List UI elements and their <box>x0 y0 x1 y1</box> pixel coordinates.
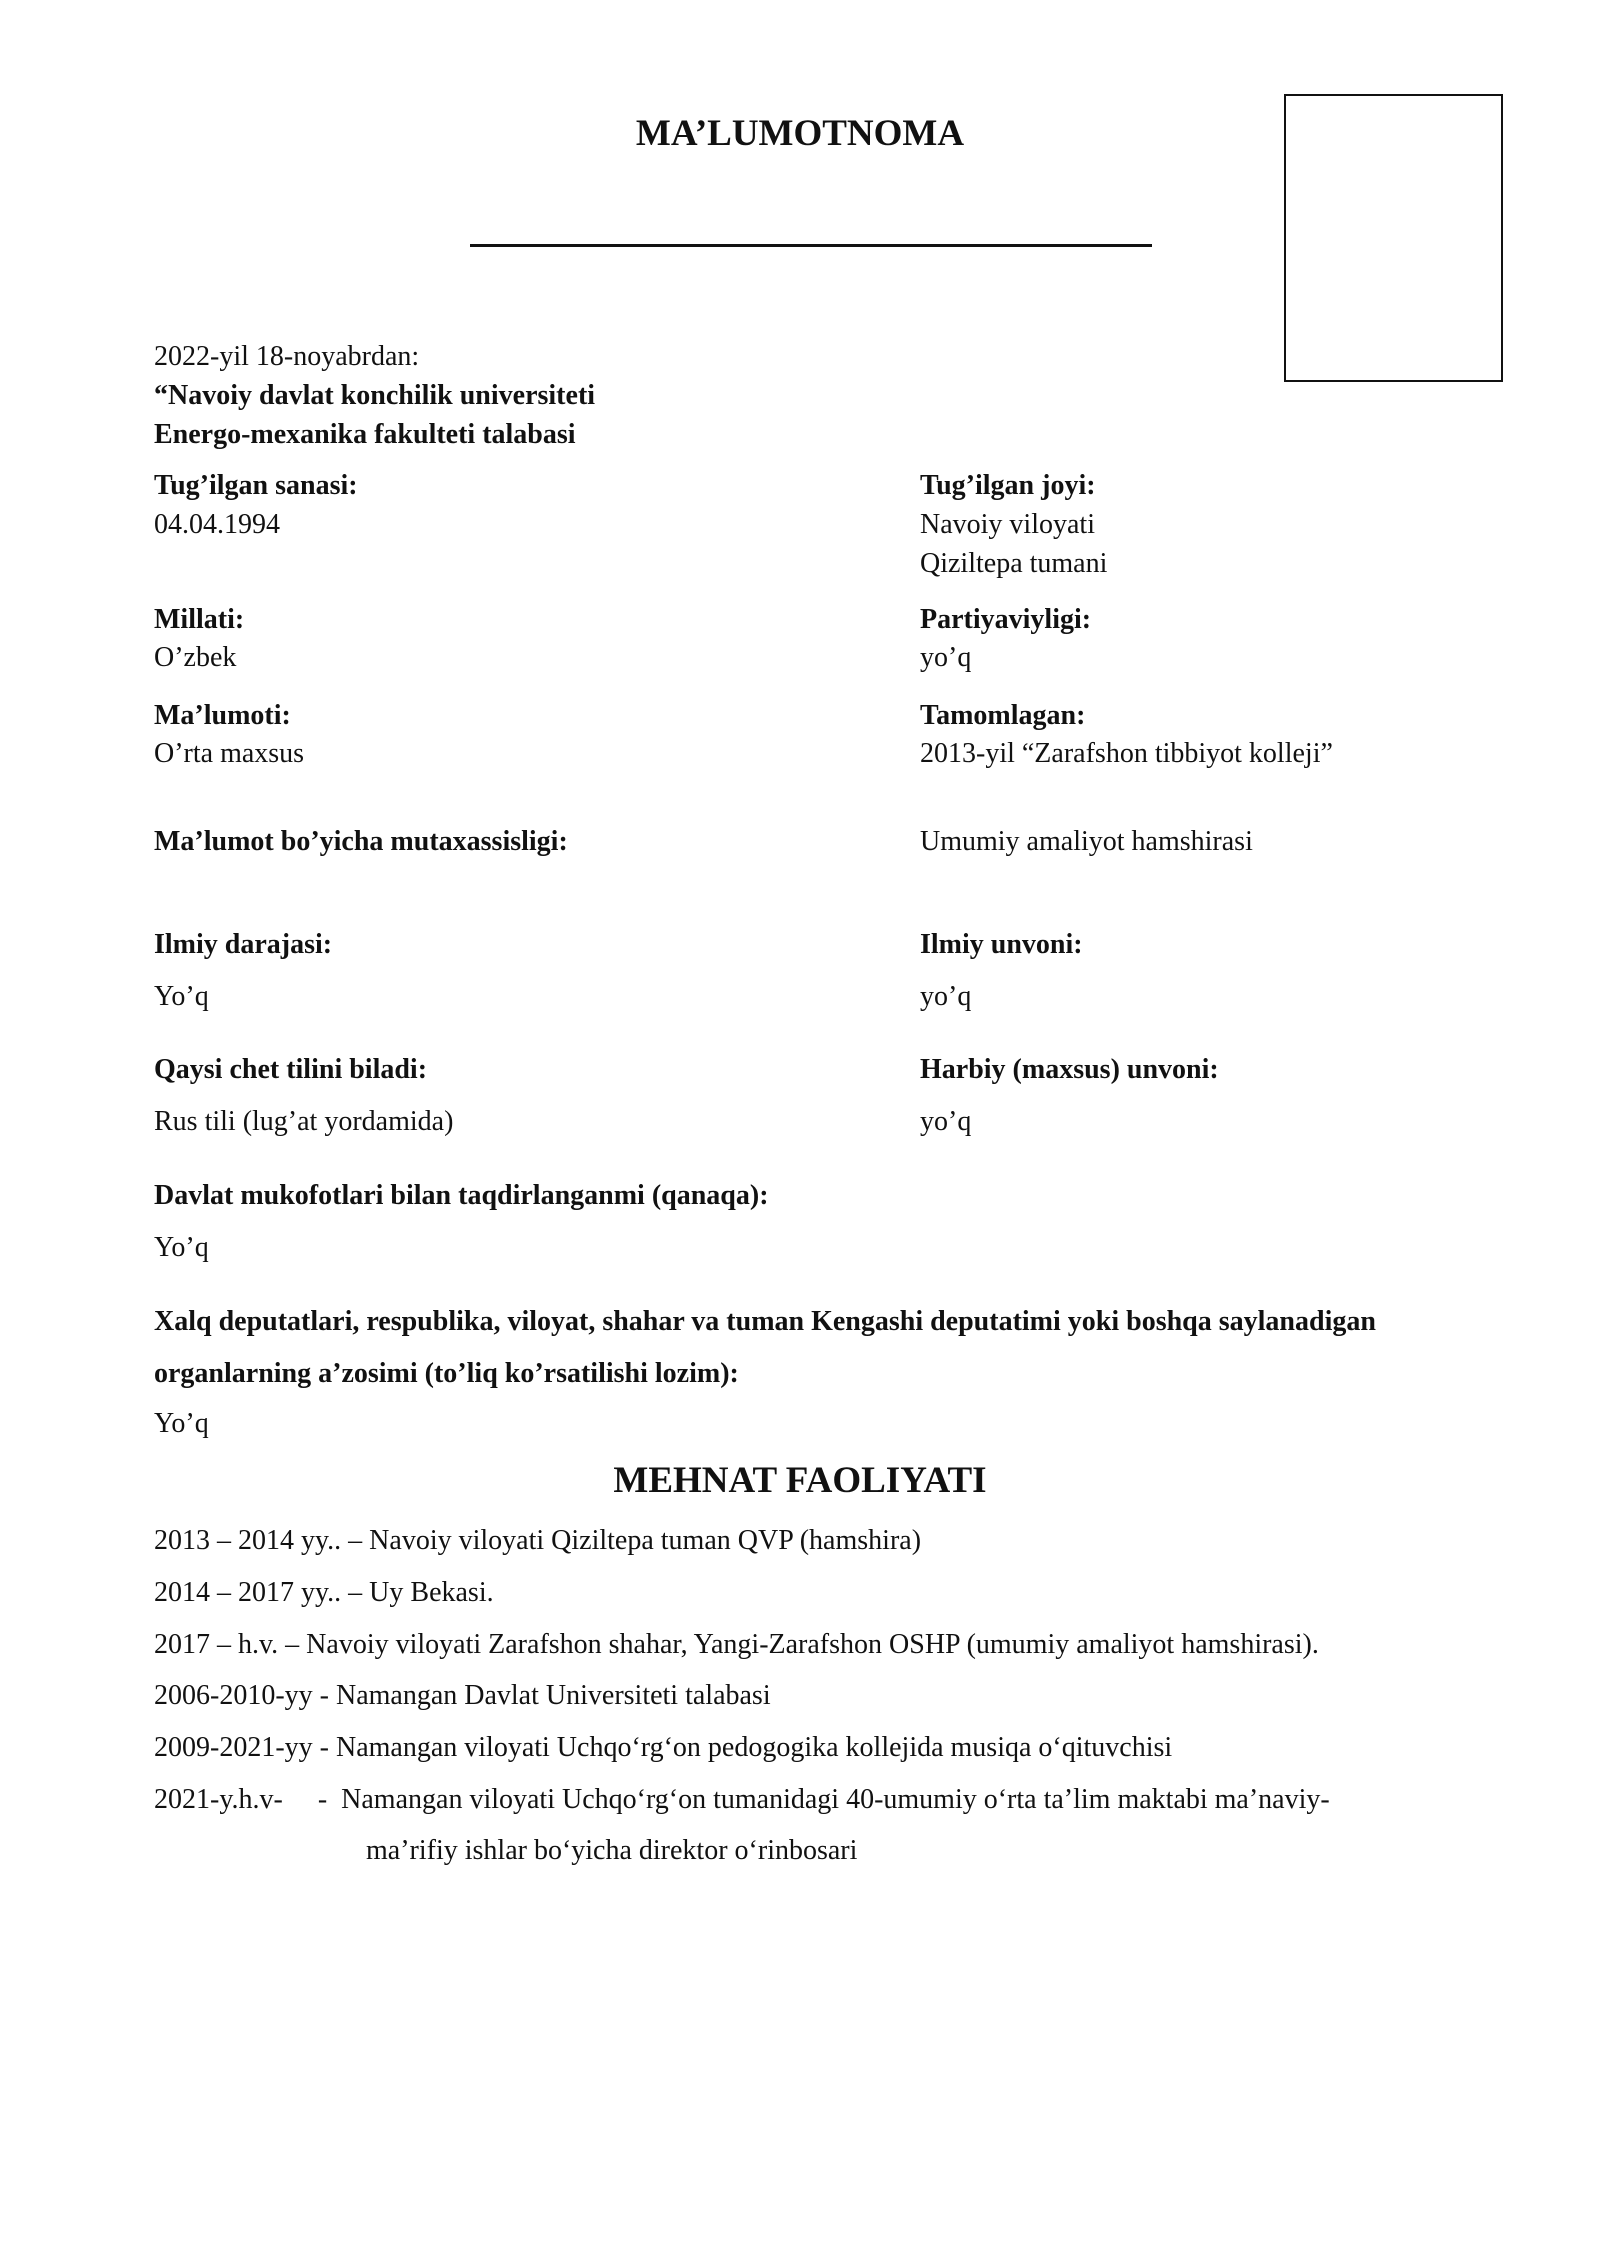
birth-date-value: 04.04.1994 <box>154 509 280 540</box>
graduated-label: Tamomlagan: <box>920 700 1086 731</box>
work-entry: 2009-2021-yy - Namangan viloyati Uchqo‘rg‘on pedogogika kollejida musiqa o‘qituvchisi <box>154 1732 1173 1763</box>
education-value: O’rta maxsus <box>154 738 305 769</box>
birth-date-label: Tug’ilgan sanasi: <box>154 470 358 501</box>
nationality-value: O’zbek <box>154 642 237 673</box>
military-rank-value: yo’q <box>920 1106 972 1137</box>
academic-title-label: Ilmiy unvoni: <box>920 929 1083 960</box>
degree-value: Yo’q <box>154 981 209 1012</box>
party-value: yo’q <box>920 642 972 673</box>
birth-place-value-line2: Qiziltepa tumani <box>920 548 1108 579</box>
intro-date: 2022-yil 18-noyabrdan: <box>154 341 420 372</box>
languages-label: Qaysi chet tilini biladi: <box>154 1054 428 1085</box>
specialty-value: Umumiy amaliyot hamshirasi <box>920 826 1253 857</box>
name-underline <box>470 244 1152 247</box>
deputy-label-line1: Xalq deputatlari, respublika, viloyat, shahar va tuman Kengashi deputatimi yoki boshqa saylanadigan <box>154 1306 1376 1337</box>
intro-org-line1: “Navoiy davlat konchilik universiteti <box>154 380 596 411</box>
academic-title-value: yo’q <box>920 981 972 1012</box>
intro-org-line2: Energo-mexanika fakulteti talabasi <box>154 419 576 450</box>
deputy-label-line2: organlarning a’zosimi (to’liq ko’rsatilishi lozim): <box>154 1358 739 1389</box>
work-entry: 2017 – h.v. – Navoiy viloyati Zarafshon shahar, Yangi-Zarafshon OSHP (umumiy amaliyot hamshirasi). <box>154 1629 1319 1660</box>
languages-value: Rus tili (lug’at yordamida) <box>154 1106 454 1137</box>
photo-placeholder <box>1284 94 1503 382</box>
awards-value: Yo’q <box>154 1232 209 1263</box>
military-rank-label: Harbiy (maxsus) unvoni: <box>920 1054 1219 1085</box>
education-label: Ma’lumoti: <box>154 700 291 731</box>
nationality-label: Millati: <box>154 604 245 635</box>
birth-place-label: Tug’ilgan joyi: <box>920 470 1096 501</box>
work-entry-continuation: ma’rifiy ishlar bo‘yicha direktor o‘rinbosari <box>366 1835 858 1866</box>
deputy-value: Yo’q <box>154 1408 209 1439</box>
party-label: Partiyaviyligi: <box>920 604 1092 635</box>
work-entry: 2021-y.h.v- - Namangan viloyati Uchqo‘rg‘on tumanidagi 40-umumiy o‘rta ta’lim maktabi ma’naviy- <box>154 1784 1330 1815</box>
work-entry: 2013 – 2014 yy.. – Navoiy viloyati Qiziltepa tuman QVP (hamshira) <box>154 1525 922 1556</box>
work-section-heading: MEHNAT FAOLIYATI <box>613 1460 987 1501</box>
specialty-label: Ma’lumot bo’yicha mutaxassisligi: <box>154 826 568 857</box>
work-entry: 2014 – 2017 yy.. – Uy Bekasi. <box>154 1577 494 1608</box>
birth-place-value-line1: Navoiy viloyati <box>920 509 1095 540</box>
graduated-value: 2013-yil “Zarafshon tibbiyot kolleji” <box>920 738 1333 769</box>
degree-label: Ilmiy darajasi: <box>154 929 333 960</box>
document-title: MA’LUMOTNOMA <box>635 113 965 154</box>
work-entry: 2006-2010-yy - Namangan Davlat Universiteti talabasi <box>154 1680 771 1711</box>
awards-label: Davlat mukofotlari bilan taqdirlanganmi (qanaqa): <box>154 1180 769 1211</box>
